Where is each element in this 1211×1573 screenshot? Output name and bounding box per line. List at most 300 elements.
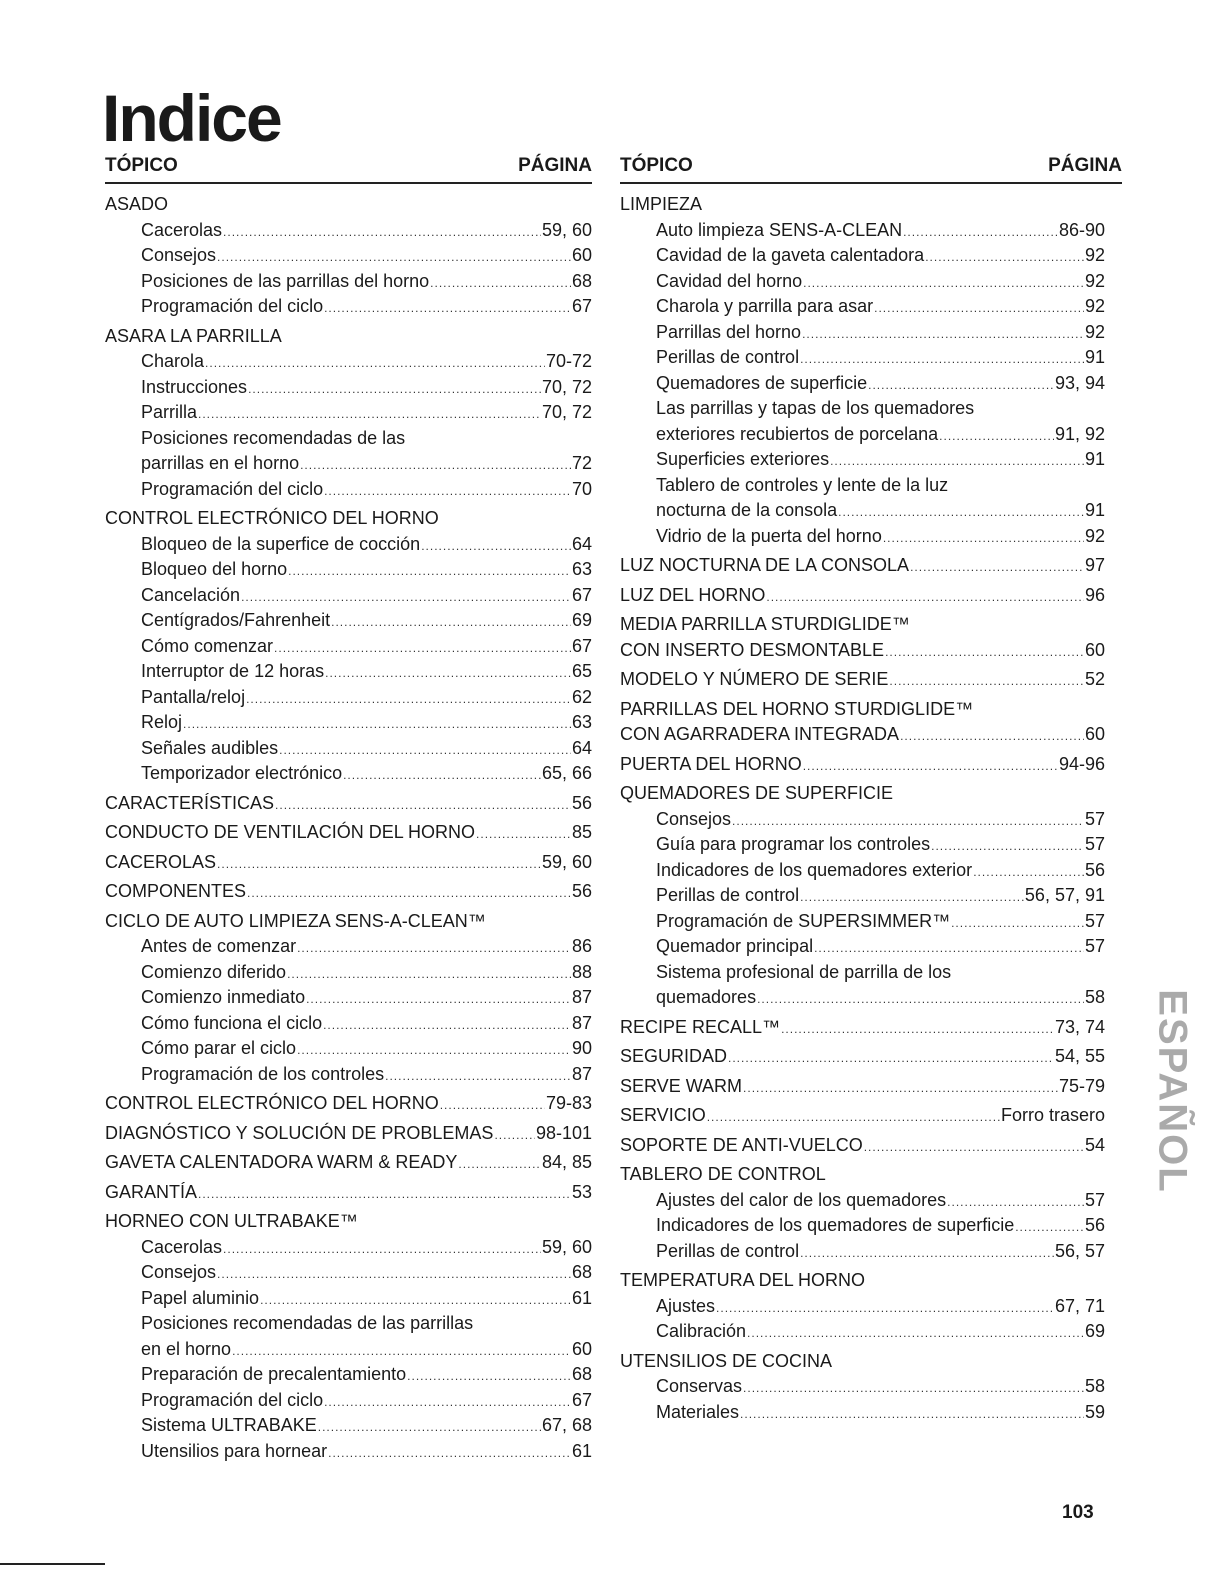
dot-leader	[328, 1441, 571, 1467]
entry-label: Programación del ciclo	[141, 1389, 324, 1410]
dot-leader	[223, 220, 541, 246]
index-entry	[105, 324, 592, 350]
entry-page: 56	[571, 792, 592, 813]
index-subentry	[105, 634, 592, 660]
index-entry	[105, 820, 592, 846]
dot-leader	[223, 1237, 541, 1263]
index-subentry	[620, 447, 1105, 473]
entry-label: UTENSILIOS DE COCINA	[620, 1350, 833, 1371]
dot-leader	[889, 669, 1084, 695]
entry-label: Programación del ciclo	[141, 296, 324, 316]
entry-label: Comienzo diferido	[141, 961, 287, 982]
entry-page: 56, 57, 91	[1024, 885, 1105, 905]
entry-label: Sistema profesional de parrilla de los	[656, 961, 952, 982]
index-subentry	[105, 477, 592, 503]
entry-page: 85	[571, 822, 592, 842]
index-entry	[105, 791, 592, 817]
entry-label: quemadores	[656, 987, 757, 1007]
index-subentry	[620, 396, 1105, 422]
entry-page: 60	[1084, 639, 1105, 660]
page-header: PÁGINA	[518, 155, 592, 176]
index-entry	[620, 1044, 1105, 1070]
entry-label: Programación del ciclo	[141, 478, 324, 499]
entry-page: 88	[571, 961, 592, 982]
index-entry	[620, 1015, 1105, 1041]
index-subentry	[620, 243, 1105, 269]
entry-page: 57	[1084, 834, 1105, 854]
entry-page: 86	[571, 936, 592, 956]
dot-leader	[732, 809, 1084, 835]
index-subentry	[105, 1413, 592, 1439]
entry-page: 61	[571, 1440, 592, 1461]
index-subentry	[105, 557, 592, 583]
entry-page: 87	[571, 987, 592, 1007]
entry-page: 91	[1084, 347, 1105, 367]
entry-label: Charola y parrilla para asar	[656, 296, 874, 316]
entry-page: 59, 60	[541, 1236, 592, 1257]
entry-page: 92	[1084, 245, 1105, 265]
entry-page: 92	[1084, 270, 1105, 291]
entry-label: Bloqueo de la superfice de cocción	[141, 533, 421, 554]
entry-page: 72	[571, 453, 592, 473]
index-subentry	[620, 1213, 1105, 1239]
entry-label: Perillas de control	[656, 347, 800, 367]
entry-page: 57	[1084, 808, 1105, 829]
entry-label: Posiciones recomendadas de las parrillas	[141, 1313, 474, 1333]
dot-leader	[973, 860, 1084, 886]
entry-page: 56	[571, 881, 592, 901]
index-entry	[105, 1209, 592, 1235]
dot-leader	[781, 1017, 1054, 1043]
entry-label: Cavidad del horno	[656, 270, 803, 291]
index-entry	[620, 781, 1105, 807]
entry-page: 60	[571, 245, 592, 265]
dot-leader	[324, 296, 571, 322]
index-subentry	[105, 1011, 592, 1037]
dot-leader	[318, 1415, 541, 1441]
dot-leader	[247, 881, 571, 907]
dot-leader	[260, 1288, 571, 1314]
entry-label: ASARA LA PARRILLA	[105, 325, 282, 346]
dot-leader	[300, 453, 571, 479]
entry-label: SOPORTE DE ANTI-VUELCO	[620, 1134, 863, 1155]
entry-label: Antes de comenzar	[141, 936, 297, 956]
entry-page: 70	[571, 478, 592, 499]
index-entry	[620, 697, 1105, 723]
dot-leader	[246, 687, 571, 713]
dot-leader	[885, 640, 1084, 666]
entry-page: 59, 60	[541, 851, 592, 872]
entry-label: Vidrio de la puerta del horno	[656, 525, 882, 546]
index-entry	[105, 909, 592, 935]
entry-page: 68	[571, 1364, 592, 1384]
entry-page: 54, 55	[1054, 1046, 1105, 1066]
page-title: Indice	[102, 81, 281, 155]
index-entry	[620, 1074, 1105, 1100]
index-subentry	[105, 426, 592, 452]
entry-page: 62	[571, 686, 592, 707]
dot-leader	[740, 1402, 1084, 1428]
index-subentry	[620, 320, 1105, 346]
entry-label: en el horno	[141, 1338, 232, 1359]
dot-leader	[947, 1190, 1084, 1216]
language-side-tab	[1150, 970, 1195, 1212]
entry-page: 92	[1084, 296, 1105, 316]
entry-label: Quemadores de superficie	[656, 372, 868, 393]
dot-leader	[421, 534, 571, 560]
dot-leader	[279, 738, 571, 764]
dot-leader	[274, 636, 571, 662]
dot-leader	[324, 479, 571, 505]
index-entry	[620, 638, 1105, 664]
dot-leader	[458, 1152, 541, 1178]
dot-leader	[800, 347, 1084, 373]
entry-label: LUZ DEL HORNO	[620, 584, 766, 605]
entry-label: Posiciones recomendadas de las	[141, 427, 406, 448]
index-entry	[105, 1121, 592, 1147]
entry-page: 65	[571, 661, 592, 681]
dot-leader	[494, 1123, 535, 1149]
dot-leader	[931, 834, 1084, 860]
entry-page: 67	[571, 1389, 592, 1410]
dot-leader	[900, 724, 1084, 750]
dot-leader	[728, 1046, 1054, 1072]
entry-label: TABLERO DE CONTROL	[620, 1164, 826, 1184]
dot-leader	[743, 1376, 1084, 1402]
dot-leader	[323, 1013, 571, 1039]
entry-page: 58	[1084, 1376, 1105, 1396]
index-subentry	[105, 400, 592, 426]
entry-page: 56	[1084, 1215, 1105, 1235]
index-subentry	[620, 807, 1105, 833]
index-entry	[620, 1133, 1105, 1159]
entry-page: 84, 85	[541, 1152, 592, 1172]
dot-leader	[1015, 1215, 1084, 1241]
entry-label: Comienzo inmediato	[141, 987, 306, 1007]
entry-page: 54	[1084, 1134, 1105, 1155]
dot-leader	[217, 1262, 571, 1288]
index-entry	[620, 722, 1105, 748]
entry-label: Cómo funciona el ciclo	[141, 1012, 323, 1033]
entry-label: Conservas	[656, 1376, 743, 1396]
entry-page: 87	[571, 1012, 592, 1033]
entry-page: 87	[571, 1063, 592, 1084]
dot-leader	[743, 1076, 1058, 1102]
index-subentry	[105, 375, 592, 401]
index-subentry	[105, 269, 592, 295]
entry-page: 60	[1084, 724, 1105, 744]
index-subentry	[620, 960, 1105, 986]
index-subentry	[105, 218, 592, 244]
dot-leader	[716, 1296, 1054, 1322]
entry-page: 57	[1084, 910, 1105, 931]
index-subentry	[105, 1311, 592, 1337]
entry-label: Consejos	[656, 808, 732, 829]
index-subentry	[105, 532, 592, 558]
topic-header: TÓPICO	[105, 155, 178, 176]
dot-leader	[864, 1135, 1084, 1161]
index-entry	[620, 612, 1105, 638]
entry-label: CON AGARRADERA INTEGRADA	[620, 724, 900, 744]
entry-label: PUERTA DEL HORNO	[620, 753, 802, 774]
entry-label: Charola	[141, 351, 205, 371]
entry-label: Perillas de control	[656, 885, 800, 905]
entry-label: Quemador principal	[656, 936, 814, 956]
index-entry	[620, 752, 1105, 778]
index-subentry	[620, 473, 1105, 499]
entry-page: 79-83	[545, 1093, 592, 1113]
dot-leader	[883, 526, 1084, 552]
entry-label: Parrillas del horno	[656, 321, 802, 342]
entry-page: 93, 94	[1054, 372, 1105, 393]
entry-label: LIMPIEZA	[620, 194, 703, 214]
index-subentry	[105, 1062, 592, 1088]
entry-label: CARACTERÍSTICAS	[105, 792, 275, 813]
dot-leader	[205, 351, 545, 377]
index-entry	[620, 583, 1105, 609]
page-header: PÁGINA	[1048, 155, 1122, 176]
dot-leader	[766, 585, 1084, 611]
index-subentry	[105, 736, 592, 762]
entry-label: Sistema ULTRABAKE	[141, 1415, 317, 1435]
index-subentry	[105, 761, 592, 787]
index-subentry	[620, 294, 1105, 320]
entry-label: COMPONENTES	[105, 881, 247, 901]
entry-label: Consejos	[141, 245, 217, 265]
dot-leader	[217, 852, 541, 878]
index-subentry	[105, 451, 592, 477]
entry-label: Interruptor de 12 horas	[141, 661, 325, 681]
entry-label: Ajustes	[656, 1295, 716, 1316]
index-subentry	[620, 909, 1105, 935]
dot-leader	[241, 585, 571, 611]
dot-leader	[874, 296, 1084, 322]
dot-leader	[707, 1105, 1000, 1131]
entry-page: 75-79	[1058, 1075, 1105, 1096]
dot-leader	[747, 1321, 1084, 1347]
index-subentry	[620, 1294, 1105, 1320]
entry-page: 64	[571, 533, 592, 554]
dot-leader	[297, 1038, 571, 1064]
side-tab-label: ESPAÑOL	[1150, 988, 1195, 1194]
entry-label: Reloj	[141, 712, 183, 732]
dot-leader	[803, 754, 1058, 780]
entry-label: CICLO DE AUTO LIMPIEZA SENS-A-CLEAN™	[105, 910, 486, 931]
entry-page: 63	[571, 712, 592, 732]
entry-label: Auto limpieza SENS-A-CLEAN	[656, 219, 903, 240]
bottom-rule	[0, 1563, 105, 1565]
entry-page: 73, 74	[1054, 1016, 1105, 1037]
index-entry	[620, 192, 1105, 218]
index-subentry	[620, 832, 1105, 858]
index-subentry	[105, 659, 592, 685]
dot-leader	[306, 987, 571, 1013]
index-entry	[105, 879, 592, 905]
entry-label: Calibración	[656, 1321, 747, 1341]
entry-page: 57	[1084, 936, 1105, 956]
dot-leader	[325, 661, 571, 687]
index-entry	[105, 850, 592, 876]
entry-label: Utensilios para hornear	[141, 1440, 328, 1461]
index-entry	[620, 1349, 1105, 1375]
index-subentry	[620, 498, 1105, 524]
entry-label: QUEMADORES DE SUPERFICIE	[620, 783, 894, 803]
entry-page: Forro trasero	[1000, 1105, 1105, 1125]
index-subentry	[105, 349, 592, 375]
entry-label: Temporizador electrónico	[141, 763, 343, 783]
index-entry	[105, 1091, 592, 1117]
dot-leader	[800, 1241, 1054, 1267]
dot-leader	[183, 712, 571, 738]
entry-label: TEMPERATURA DEL HORNO	[620, 1270, 866, 1290]
entry-label: Cavidad de la gaveta calentadora	[656, 245, 925, 265]
entry-page: 91	[1084, 449, 1105, 469]
entry-label: Superficies exteriores	[656, 449, 830, 469]
index-subentry	[105, 243, 592, 269]
entry-page: 56, 57	[1054, 1240, 1105, 1261]
entry-label: Papel aluminio	[141, 1287, 260, 1308]
dot-leader	[476, 822, 571, 848]
entry-page: 61	[571, 1287, 592, 1308]
entry-page: 91	[1084, 500, 1105, 520]
entry-label: Señales audibles	[141, 737, 279, 758]
index-subentry	[620, 269, 1105, 295]
index-entry	[620, 667, 1105, 693]
entry-page: 64	[571, 737, 592, 758]
entry-label: Tablero de controles y lente de la luz	[656, 474, 949, 495]
index-subentry	[105, 294, 592, 320]
entry-page: 60	[571, 1338, 592, 1359]
index-subentry	[620, 345, 1105, 371]
index-subentry	[620, 371, 1105, 397]
index-subentry	[620, 1239, 1105, 1265]
entry-label: SERVE WARM	[620, 1075, 743, 1096]
entry-page: 96	[1084, 584, 1105, 605]
dot-leader	[275, 793, 571, 819]
dot-leader	[800, 885, 1024, 911]
index-subentry	[620, 883, 1105, 909]
entry-label: CONTROL ELECTRÓNICO DEL HORNO	[105, 508, 439, 528]
entry-label: GARANTÍA	[105, 1181, 198, 1202]
entry-page: 52	[1084, 669, 1105, 689]
entry-label: Centígrados/Fahrenheit	[141, 610, 331, 630]
entry-label: ASADO	[105, 194, 169, 214]
entry-page: 94-96	[1058, 753, 1105, 774]
entry-page: 92	[1084, 321, 1105, 342]
index-entry	[105, 1180, 592, 1206]
dot-leader	[838, 500, 1084, 526]
dot-leader	[287, 962, 571, 988]
entry-page: 70-72	[545, 351, 592, 371]
index-subentry	[105, 1286, 592, 1312]
entry-label: HORNEO CON ULTRABAKE™	[105, 1211, 358, 1231]
entry-label: Cómo parar el ciclo	[141, 1038, 297, 1058]
index-subentry	[620, 1400, 1105, 1426]
index-column-left	[105, 150, 592, 1464]
entry-label: Cancelación	[141, 584, 241, 605]
entry-label: Programación de SUPERSIMMER™	[656, 910, 951, 931]
index-subentry	[105, 934, 592, 960]
entry-label: PARRILLAS DEL HORNO STURDIGLIDE™	[620, 698, 974, 719]
entry-page: 67, 71	[1054, 1295, 1105, 1316]
entry-label: Guía para programar los controles	[656, 834, 931, 854]
entry-label: nocturna de la consola	[656, 500, 838, 520]
entry-page: 69	[571, 610, 592, 630]
dot-leader	[440, 1093, 545, 1119]
entry-label: GAVETA CALENTADORA WARM & READY	[105, 1152, 458, 1172]
index-subentry	[105, 685, 592, 711]
entry-label: MEDIA PARRILLA STURDIGLIDE™	[620, 614, 910, 634]
index-subentry	[620, 1374, 1105, 1400]
entry-label: Posiciones de las parrillas del horno	[141, 270, 430, 291]
entry-page: 59	[1084, 1401, 1105, 1422]
entry-label: Indicadores de los quemadores exterior	[656, 859, 973, 880]
dot-leader	[903, 220, 1058, 246]
entry-label: Cómo comenzar	[141, 635, 274, 656]
entry-label: Indicadores de los quemadores de superficie	[656, 1215, 1015, 1235]
index-subentry	[620, 218, 1105, 244]
entry-page: 63	[571, 559, 592, 579]
entry-label: SEGURIDAD	[620, 1046, 728, 1066]
dot-leader	[248, 377, 541, 403]
dot-leader	[407, 1364, 571, 1390]
dot-leader	[217, 245, 571, 271]
entry-label: Bloqueo del horno	[141, 559, 288, 579]
entry-page: 86-90	[1058, 219, 1105, 240]
entry-page: 57	[1084, 1189, 1105, 1210]
entry-label: Ajustes del calor de los quemadores	[656, 1189, 947, 1210]
index-subentry	[105, 1362, 592, 1388]
index-subentry	[105, 985, 592, 1011]
dot-leader	[232, 1339, 571, 1365]
entry-label: Pantalla/reloj	[141, 686, 246, 707]
index-subentry	[105, 608, 592, 634]
index-subentry	[105, 1388, 592, 1414]
entry-page: 90	[571, 1038, 592, 1058]
entry-label: SERVICIO	[620, 1105, 706, 1125]
entry-label: Programación de los controles	[141, 1063, 385, 1084]
dot-leader	[331, 610, 571, 636]
dot-leader	[343, 763, 541, 789]
dot-leader	[830, 449, 1084, 475]
index-entry	[105, 192, 592, 218]
dot-leader	[803, 271, 1084, 297]
entry-label: exteriores recubiertos de porcelana	[656, 423, 939, 444]
dot-leader	[198, 1182, 571, 1208]
index-entry	[620, 1268, 1105, 1294]
entry-label: CONDUCTO DE VENTILACIÓN DEL HORNO	[105, 822, 476, 842]
entry-page: 58	[1084, 987, 1105, 1007]
entry-page: 59, 60	[541, 219, 592, 240]
dot-leader	[198, 402, 541, 428]
entry-label: Perillas de control	[656, 1240, 800, 1261]
column-header	[620, 150, 1122, 184]
entry-page: 97	[1084, 555, 1105, 575]
entry-label: Preparación de precalentamiento	[141, 1364, 407, 1384]
index-subentry	[105, 1439, 592, 1465]
dot-leader	[939, 424, 1054, 450]
entry-label: Consejos	[141, 1262, 217, 1282]
entry-label: parrillas en el horno	[141, 453, 300, 473]
index-subentry	[620, 422, 1105, 448]
index-subentry	[620, 934, 1105, 960]
entry-page: 70, 72	[541, 402, 592, 422]
dot-leader	[757, 987, 1084, 1013]
dot-leader	[951, 911, 1084, 937]
entry-page: 70, 72	[541, 376, 592, 397]
topic-header: TÓPICO	[620, 155, 693, 176]
index-subentry	[620, 985, 1105, 1011]
